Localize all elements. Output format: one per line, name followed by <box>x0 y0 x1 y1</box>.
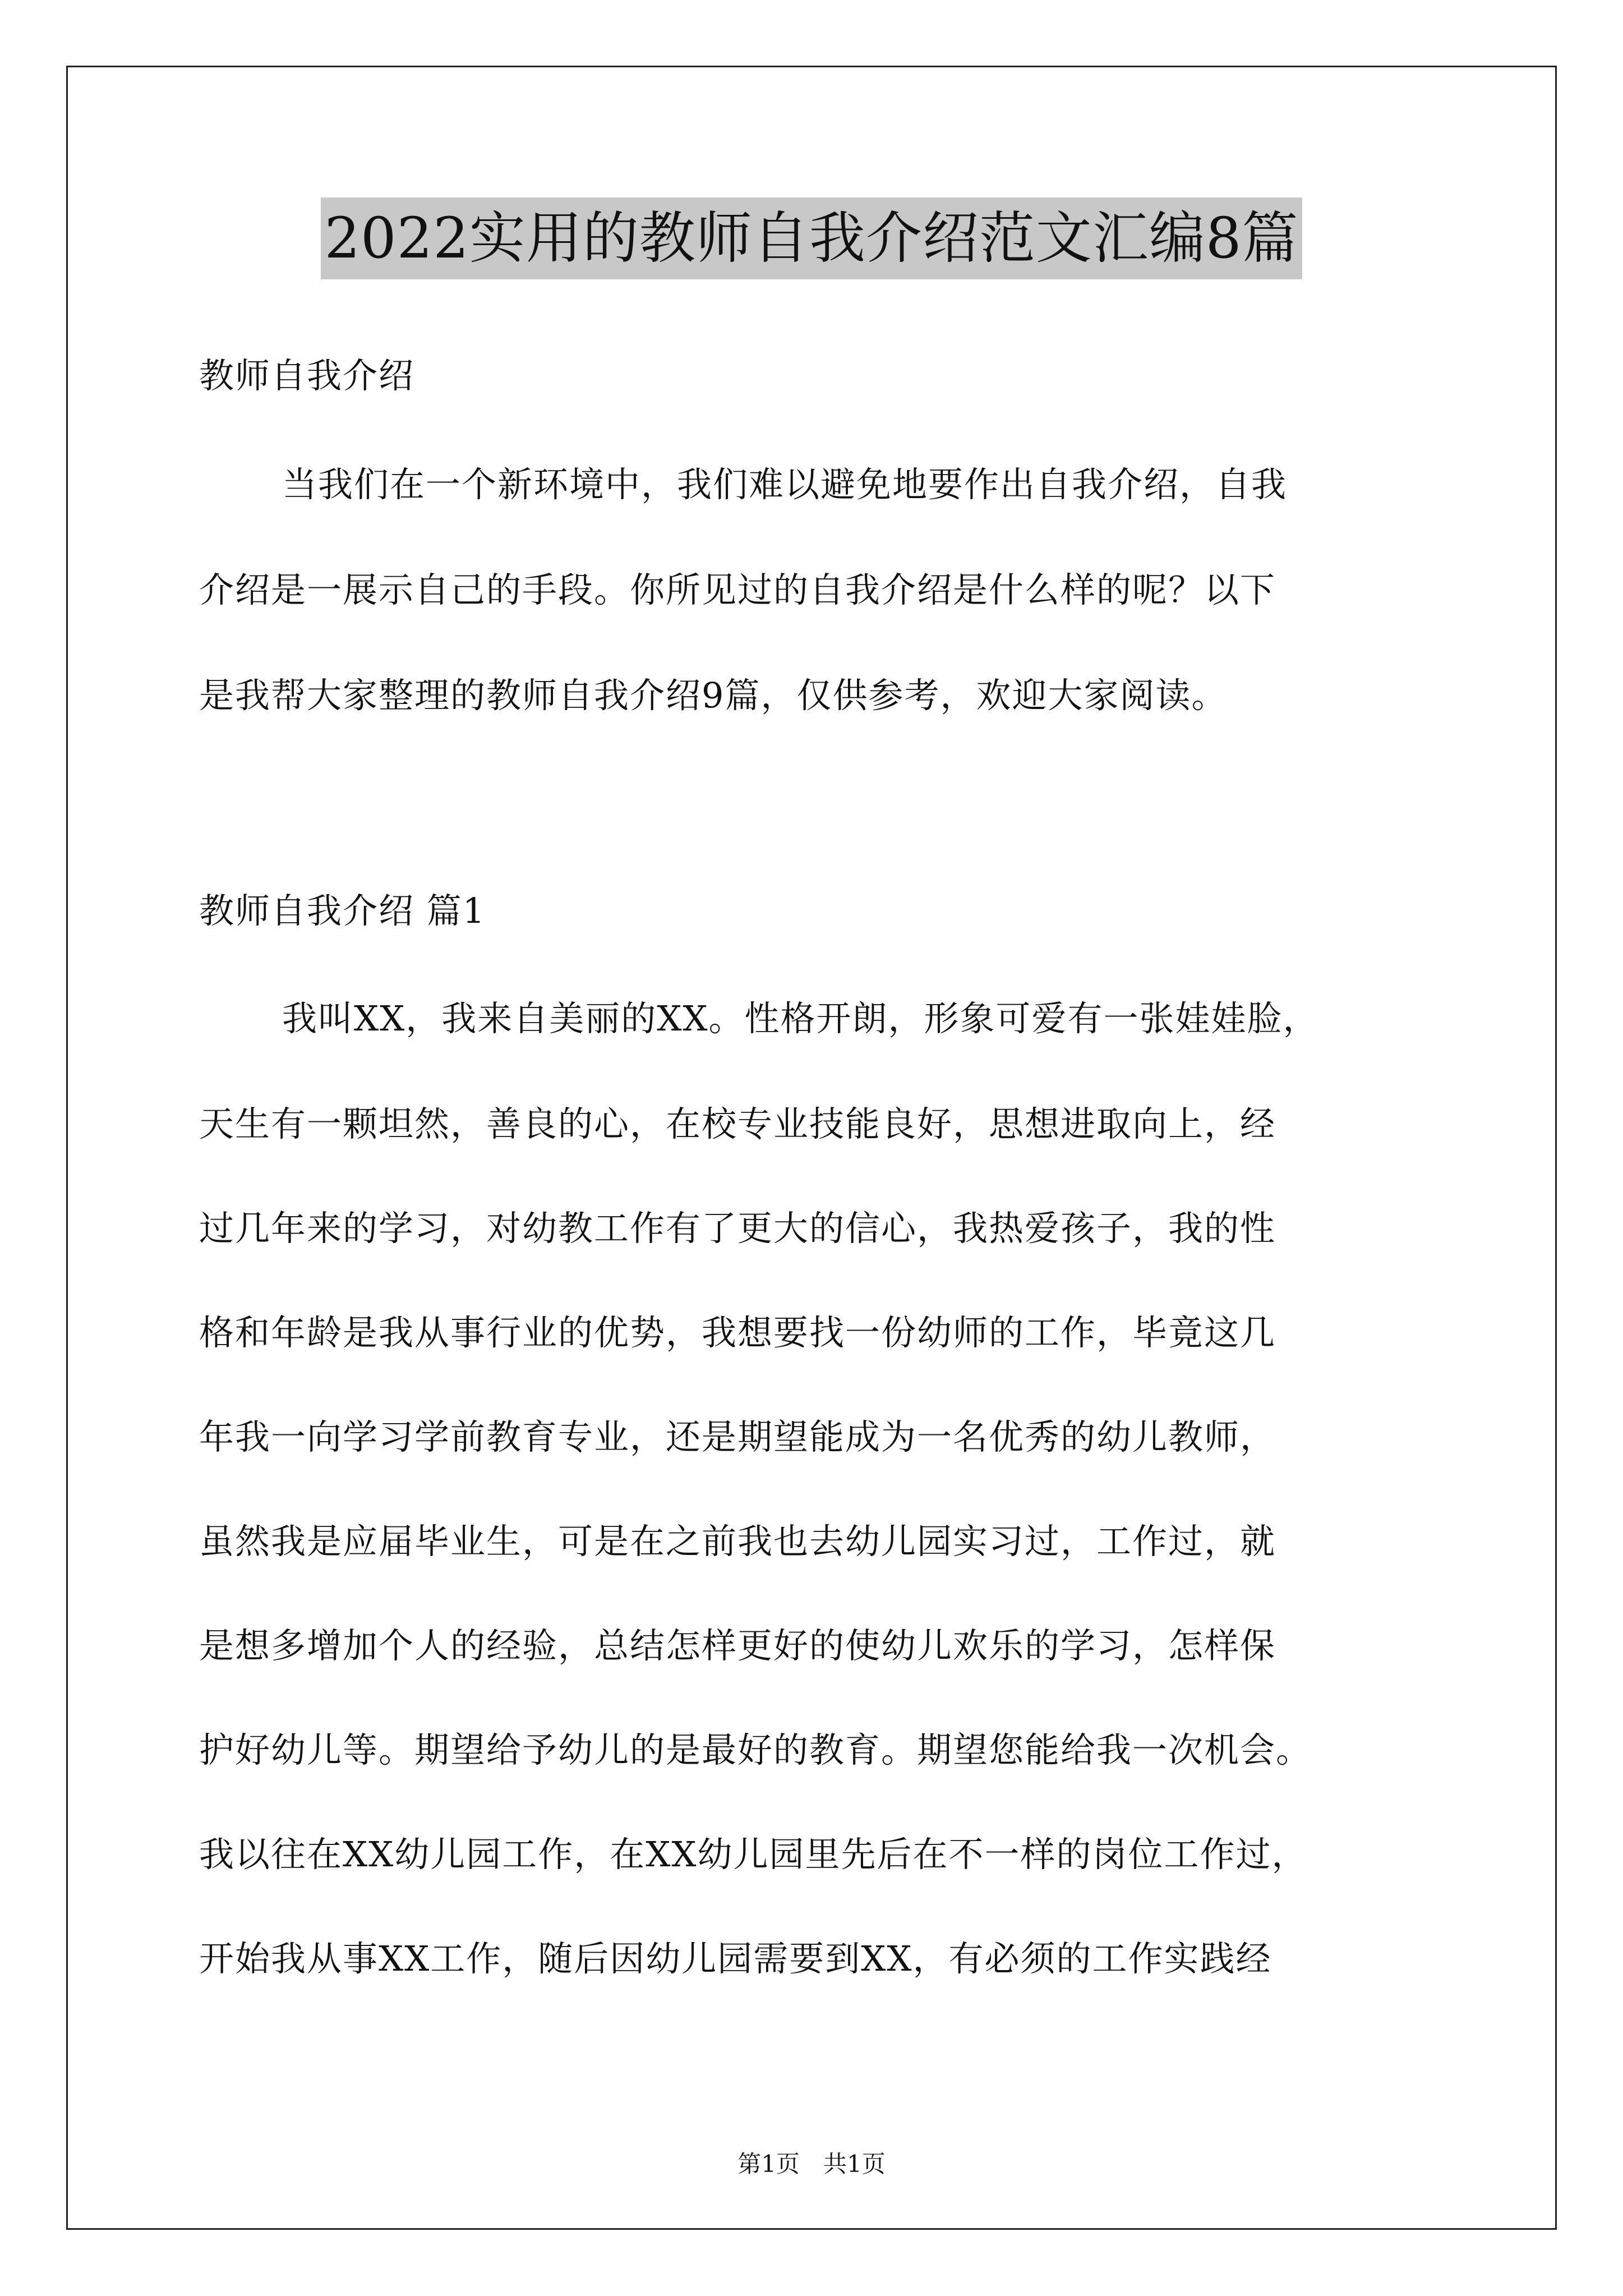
document-title: 2022实用的教师自我介绍范文汇编8篇 <box>321 197 1302 279</box>
page-footer: 第1页 共1页 <box>737 2150 886 2178</box>
intro-line: 是我帮大家整理的教师自我介绍9篇，仅供参考，欢迎大家阅读。 <box>199 675 1228 716</box>
body-line: 年我一向学习学前教育专业，还是期望能成为一名优秀的幼儿教师， <box>199 1416 1276 1457</box>
intro-line: 当我们在一个新环境中，我们难以避免地要作出自我介绍，自我 <box>282 464 1288 505</box>
part-heading: 教师自我介绍 篇1 <box>199 890 486 931</box>
body-line: 我叫XX，我来自美丽的XX。性格开朗，形象可爱有一张娃娃脸， <box>282 998 1319 1039</box>
title-container <box>0 197 1623 279</box>
body-line: 虽然我是应届毕业生，可是在之前我也去幼儿园实习过，工作过，就 <box>199 1521 1276 1562</box>
body-line: 天生有一颗坦然，善良的心，在校专业技能良好，思想进取向上，经 <box>199 1103 1276 1144</box>
body-line: 过几年来的学习，对幼教工作有了更大的信心，我热爱孩子，我的性 <box>199 1208 1276 1249</box>
body-line: 护好幼儿等。期望给予幼儿的是最好的教育。期望您能给我一次机会。 <box>199 1729 1312 1770</box>
intro-line: 介绍是一展示自己的手段。你所见过的自我介绍是什么样的呢？以下 <box>199 569 1276 610</box>
body-line: 格和年龄是我从事行业的优势，我想要找一份幼师的工作，毕竟这几 <box>199 1312 1276 1353</box>
section-heading: 教师自我介绍 <box>199 355 415 396</box>
body-line: 我以往在XX幼儿园工作，在XX幼儿园里先后在不一样的岗位工作过， <box>199 1834 1308 1875</box>
body-line: 开始我从事XX工作，随后因幼儿园需要到XX，有必须的工作实践经 <box>199 1938 1272 1979</box>
body-line: 是想多增加个人的经验，总结怎样更好的使幼儿欢乐的学习，怎样保 <box>199 1625 1276 1666</box>
